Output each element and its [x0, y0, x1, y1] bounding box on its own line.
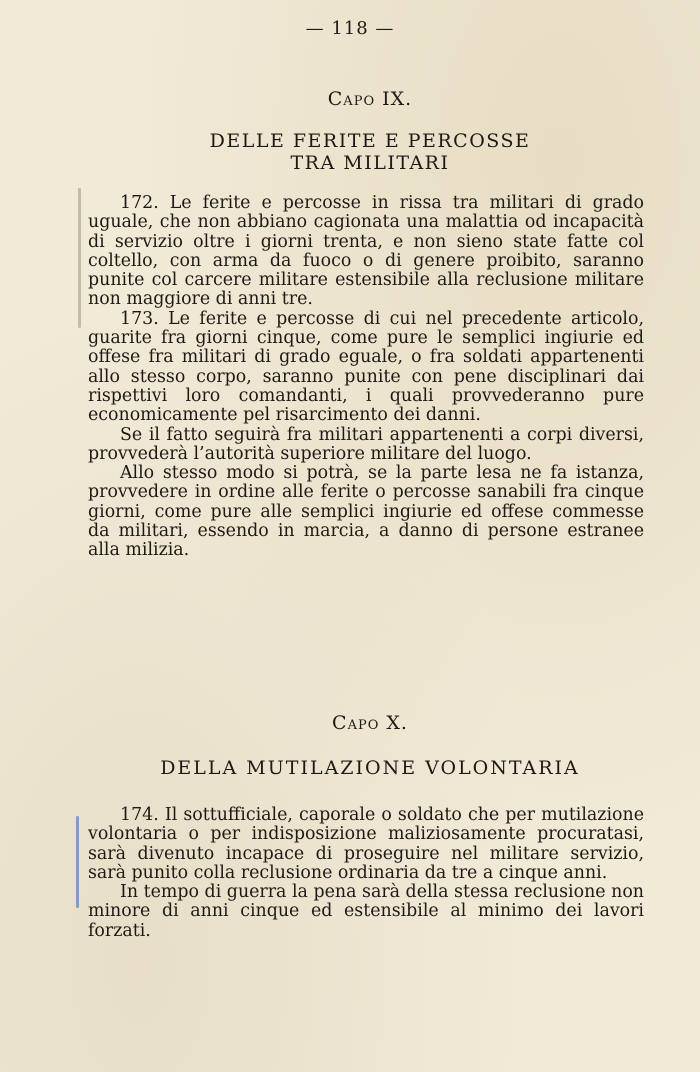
chapter-ix-title-line-1: DELLE FERITE E PERCOSSE — [209, 130, 531, 152]
chapter-ix-title-line-2: TRA MILITARI — [290, 152, 450, 174]
article-172: 172. Le ferite e percosse in rissa tra militari di grado uguale, che non abbiano cagionata una malattia od incapacità di servizio oltre i giorni trenta, e non sieno state fatte col coltello, con arma da fuoco o di genere proibito, saranno punite col carcere militare estensibile alla reclusione militare non maggiore di anni tre. — [88, 193, 644, 310]
chapter-ix-body — [88, 194, 644, 561]
article-173-paragraph-2: Se il fatto seguirà fra militari appartenenti a corpi diversi, provvederà l’autorità superiore militare del luogo. — [88, 424, 644, 464]
article-174-paragraph-2: In tempo di guerra la pena sarà della stessa reclusione non minore di anni cinque ed estensibile al minimo dei lavori forzati. — [88, 882, 644, 941]
chapter-x-label: Capo X. — [332, 712, 408, 734]
margin-blue-mark — [76, 816, 79, 908]
chapter-x-body — [88, 806, 644, 941]
chapter-ix-title — [0, 130, 700, 174]
article-173: 173. Le ferite e percosse di cui nel precedente articolo, guarite fra giorni cinque, come pure le semplici ingiurie ed offese fra militari di grado eguale, o fra soldati appartenenti allo stesso corpo, saranno punite con pene disciplinari dai rispettivi loro comandanti, i quali provvederanno pure economicamente pel risarcimento dei danni. — [88, 308, 644, 426]
chapter-x-title: DELLA MUTILAZIONE VOLONTARIA — [160, 757, 580, 779]
page-number: — 118 — — [305, 18, 395, 39]
chapter-ix-label: Capo IX. — [327, 88, 413, 110]
article-173-paragraph-3: Allo stesso modo si potrà, se la parte lesa ne fa istanza, provvedere in ordine alle ferite o percosse sanabili fra cinque giorni, come pure alle semplici ingiurie ed offese commesse da militari, essendo in marcia, a danno di persone estranee alla milizia. — [88, 463, 644, 561]
margin-pencil-mark — [78, 188, 81, 328]
article-174: 174. Il sottufficiale, caporale o soldato che per mutilazione volontaria o per indisposizione maliziosamente procuratasi, sarà divenuto incapace di proseguire nel militare servizio, sarà punito colla reclusione ordinaria da tre a cinque anni. — [88, 805, 644, 883]
